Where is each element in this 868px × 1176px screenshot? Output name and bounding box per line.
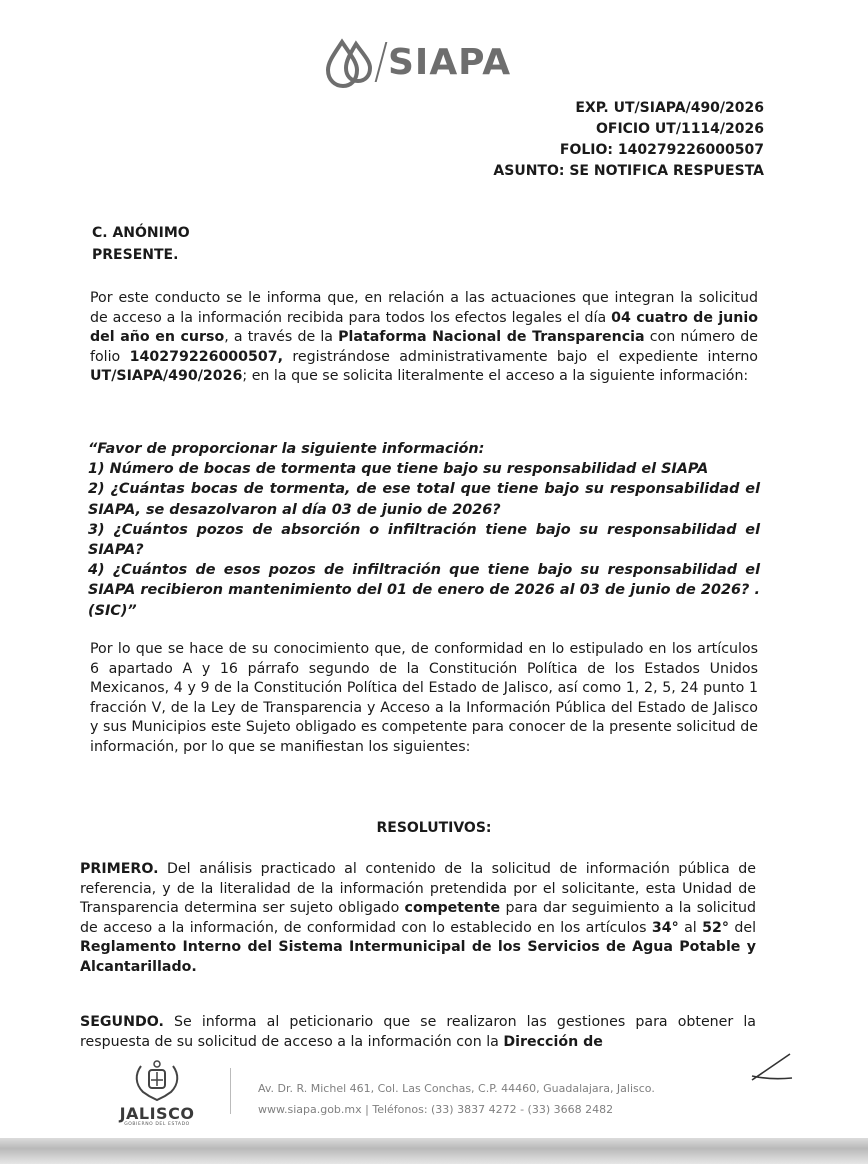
competence-paragraph: Por lo que se hace de su conocimiento que, de conformidad en lo estipulado en los artículos 6 apartado A y 16 párrafo segundo de la Constitución Política de los Estados Unidos Mexicanos, 4 y 9 de la Constitución Política del Estado de Jalisco, así como 1, 2, 5, 24 punto 1 fracción V, de la Ley de Transparencia y Acceso a la Información Pública del Estado de Jalisco y sus Municipios este Sujeto obligado es competente para conocer de la presente solicitud de información, por lo que se manifiestan los siguientes:: [90, 641, 758, 755]
footer-contact: [258, 1078, 655, 1120]
segundo-paragraph: SEGUNDO. Se informa al peticionario que se realizaron las gestiones para obtener la respuesta de su solicitud de acceso a la información con la Dirección de: [80, 1014, 756, 1050]
intro-paragraph: Por este conducto se le informa que, en relación a las actuaciones que integran la solicitud de acceso a la información recibida para todos los efectos legales el día 04 cuatro de junio del año en curso, a través de la Plataforma Nacional de Transparencia con número de folio 140279226000507, registrándose administrativamente bajo el expediente interno UT/SIAPA/490/2026; en la que se solicita literalmente el acceso a la siguiente información:: [90, 290, 758, 384]
footer-divider: [230, 1068, 231, 1114]
quote-item: 3) ¿Cuántos pozos de absorción o infiltración tiene bajo su responsabilidad el SIAPA?: [88, 521, 760, 559]
expediente: EXP. UT/SIAPA/490/2026: [575, 100, 764, 116]
water-drop-logo-icon: [322, 34, 378, 90]
reference-block: [493, 98, 764, 182]
logo-brand: SIAPA: [388, 41, 512, 83]
jalisco-crest-icon: [131, 1058, 183, 1104]
handwritten-mark: [748, 1050, 794, 1086]
addressee: [92, 222, 190, 266]
quote-item: 2) ¿Cuántas bocas de tormenta, de ese total que tiene bajo su responsabilidad el SIAPA, se desazolvaron al día 03 de junio de 2026?: [88, 481, 760, 518]
addressee-presente: PRESENTE.: [92, 247, 179, 263]
quote-item: 4) ¿Cuántos de esos pozos de infiltración que tiene bajo su responsabilidad el SIAPA recibieron mantenimiento del 01 de enero de 2026 al 03 de junio de 2026? . (SIC)”: [88, 562, 760, 619]
primero-paragraph: PRIMERO. Del análisis practicado al contenido de la solicitud de información pública de referencia, y de la literalidad de la información pretendida por el solicitante, esta Unidad de Transparencia determina ser sujeto obligado competente para dar seguimiento a la solicitud de acceso a la información, de conformidad con lo establecido en los artículos 34° al 52° del Reglamento Interno del Sistema Intermunicipal de los Servicios de Agua Potable y Alcantarillado.: [80, 861, 757, 975]
gobierno-label: GOBIERNO DEL ESTADO: [124, 1122, 190, 1127]
scan-edge: [0, 1138, 868, 1164]
oficio: OFICIO UT/1114/2026: [595, 121, 764, 137]
resolutivos-heading: RESOLUTIVOS:: [376, 820, 492, 836]
jalisco-label: JALISCO: [119, 1104, 195, 1123]
footer-web-phones: www.siapa.gob.mx | Teléfonos: (33) 3837 4272 - (33) 3668 2482: [258, 1103, 614, 1116]
folio: FOLIO: 140279226000507: [559, 142, 764, 158]
request-quote: [88, 439, 760, 621]
quote-item: 1) Número de bocas de tormenta que tiene bajo su responsabilidad el SIAPA: [88, 461, 709, 478]
quote-intro: “Favor de proporcionar la siguiente información:: [88, 441, 485, 457]
siapa-logo: [322, 34, 511, 90]
addressee-name: C. ANÓNIMO: [92, 225, 190, 241]
jalisco-seal: [112, 1058, 202, 1127]
asunto: ASUNTO: SE NOTIFICA RESPUESTA: [493, 163, 764, 179]
footer-address: Av. Dr. R. Michel 461, Col. Las Conchas, C.P. 44460, Guadalajara, Jalisco.: [258, 1082, 655, 1095]
